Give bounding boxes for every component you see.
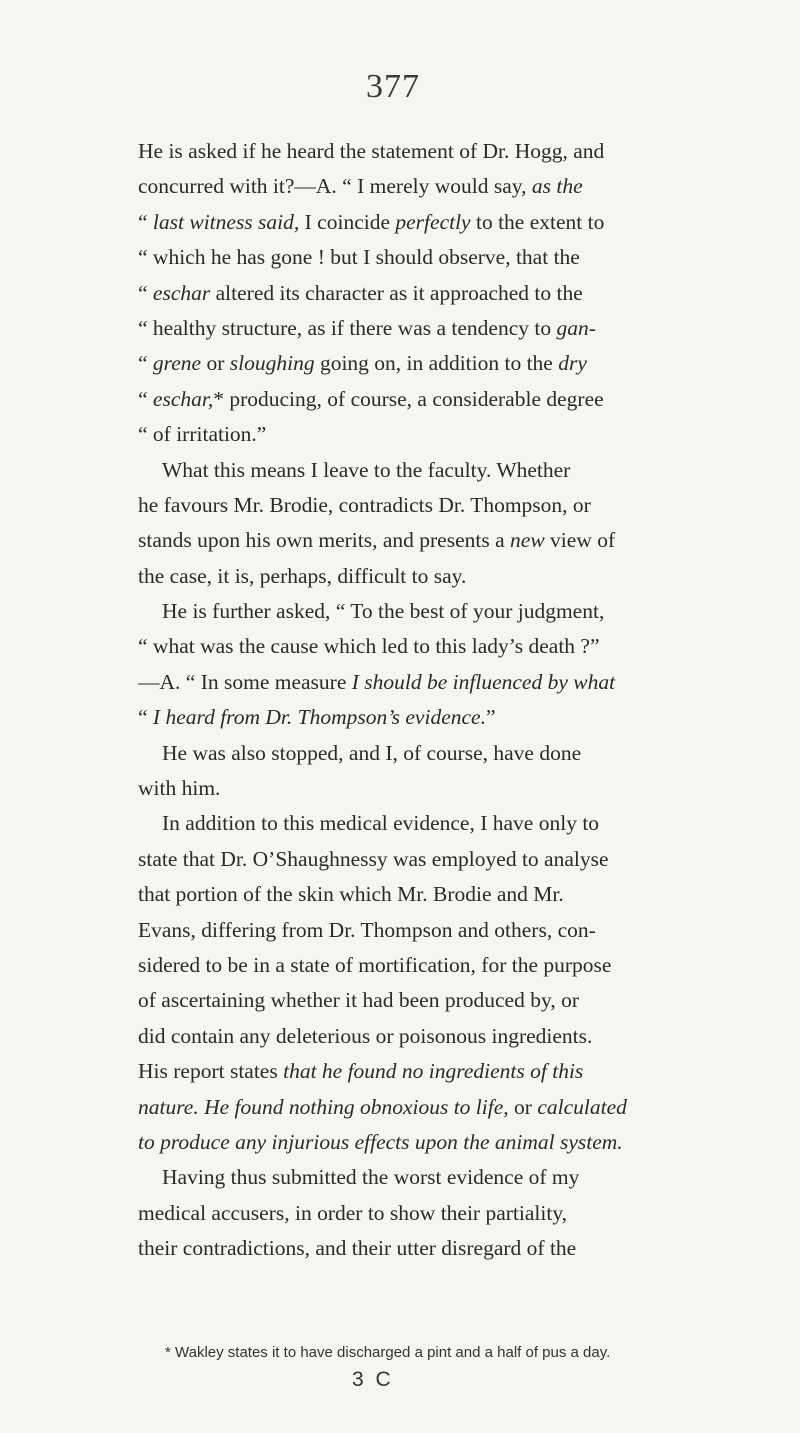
text-segment: the case, it is, perhaps, difficult to say.: [138, 563, 467, 588]
text-segment: altered its character as it approached to the: [210, 280, 583, 305]
signature-mark: 3 C: [352, 1368, 394, 1391]
text-segment: “ of irritation.”: [138, 422, 267, 447]
text-line: [138, 983, 658, 1018]
italic-text: as the: [531, 174, 583, 199]
text-line: [138, 736, 658, 771]
text-line: [138, 1196, 658, 1231]
text-line: [138, 276, 658, 311]
text-segment: “: [138, 280, 153, 305]
text-segment: or: [508, 1094, 538, 1119]
italic-text: gan-: [556, 315, 596, 340]
text-line: [138, 453, 658, 488]
text-segment: He is asked if he heard the statement of Dr. Hogg, and: [138, 139, 605, 163]
italic-text: grene: [152, 351, 202, 376]
italic-text: eschar: [152, 280, 211, 305]
text-segment: “ what was the cause which led to this lady’s death ?”: [138, 634, 600, 659]
text-line: [138, 877, 658, 912]
text-line: [138, 311, 658, 346]
italic-text: sloughing: [229, 351, 315, 376]
text-line: [138, 1125, 658, 1160]
italic-text: perfectly: [395, 209, 471, 234]
text-line: [138, 523, 658, 558]
italic-text: nature. He found nothing obnoxious to life,: [138, 1094, 509, 1119]
text-line: [138, 948, 658, 983]
italic-text: last witness said,: [152, 209, 300, 234]
italic-text: that he found no ingredients of this: [283, 1059, 584, 1084]
italic-text: to produce any injurious effects upon the animal system.: [138, 1129, 623, 1154]
page-number: 377: [366, 68, 420, 105]
text-line: [138, 417, 658, 452]
text-line: [138, 1090, 658, 1125]
italic-text: I heard from Dr. Thompson’s evidence.: [152, 705, 486, 730]
text-segment: or: [201, 351, 230, 376]
body-text: [138, 134, 658, 1267]
text-line: [138, 1231, 658, 1266]
text-segment: state that Dr. O’Shaughnessy was employed to analyse: [138, 846, 609, 871]
text-segment: His report states: [138, 1059, 284, 1084]
text-line: [138, 700, 658, 735]
footnote: * Wakley states it to have discharged a pint and a half of pus a day.: [165, 1344, 611, 1361]
text-line: [138, 559, 658, 594]
text-segment: Evans, differing from Dr. Thompson and others, con-: [138, 917, 596, 942]
text-segment: of ascertaining whether it had been produced by, or: [138, 988, 579, 1013]
text-line: [138, 771, 658, 806]
text-line: [138, 665, 658, 700]
text-segment: he favours Mr. Brodie, contradicts Dr. Thompson, or: [138, 492, 591, 517]
text-segment: did contain any deleterious or poisonous ingredients.: [138, 1023, 593, 1048]
text-segment: “: [138, 351, 153, 376]
text-segment: What this means I leave to the faculty. Whether: [162, 457, 571, 482]
text-line: [138, 134, 658, 169]
text-segment: “ which he has gone ! but I should observe, that the: [138, 245, 580, 270]
text-segment: Having thus submitted the worst evidence of my: [162, 1165, 580, 1190]
text-line: [138, 1160, 658, 1195]
text-segment: view of: [544, 528, 616, 553]
text-segment: “: [138, 705, 153, 730]
text-segment: medical accusers, in order to show their partiality,: [138, 1200, 568, 1225]
text-line: [138, 1054, 658, 1089]
text-segment: going on, in addition to the: [314, 351, 559, 376]
text-segment: their contradictions, and their utter disregard of the: [138, 1236, 577, 1261]
text-segment: stands upon his own merits, and presents a: [138, 528, 511, 553]
text-line: [138, 240, 658, 275]
text-segment: sidered to be in a state of mortification, for the purpose: [138, 952, 612, 977]
text-line: [138, 205, 658, 240]
text-line: [138, 806, 658, 841]
text-line: [138, 382, 658, 417]
text-line: [138, 842, 658, 877]
text-line: [138, 169, 658, 204]
text-segment: that portion of the skin which Mr. Brodie and Mr.: [138, 882, 564, 907]
text-line: [138, 913, 658, 948]
italic-text: calculated: [537, 1094, 627, 1119]
text-segment: He is further asked, “ To the best of your judgment,: [162, 599, 605, 624]
text-line: [138, 594, 658, 629]
text-line: [138, 629, 658, 664]
text-segment: “ healthy structure, as if there was a tendency to: [138, 315, 557, 340]
text-segment: —A. “ In some measure: [138, 669, 352, 694]
text-segment: ”: [485, 705, 496, 730]
text-segment: * producing, of course, a considerable degree: [213, 386, 604, 411]
text-segment: concurred with it?—A. “ I merely would say,: [138, 174, 532, 199]
text-line: [138, 488, 658, 523]
text-line: [138, 1019, 658, 1054]
text-segment: to the extent to: [470, 209, 605, 234]
text-segment: with him.: [138, 776, 221, 801]
text-segment: I coincide: [299, 209, 396, 234]
italic-text: eschar,: [152, 386, 214, 411]
italic-text: dry: [558, 351, 587, 376]
text-segment: “: [138, 386, 153, 411]
text-segment: “: [138, 209, 153, 234]
text-segment: He was also stopped, and I, of course, have done: [162, 740, 582, 765]
italic-text: I should be influenced by what: [351, 669, 616, 694]
italic-text: new: [510, 528, 545, 553]
text-line: [138, 346, 658, 381]
text-segment: In addition to this medical evidence, I have only to: [162, 811, 600, 836]
